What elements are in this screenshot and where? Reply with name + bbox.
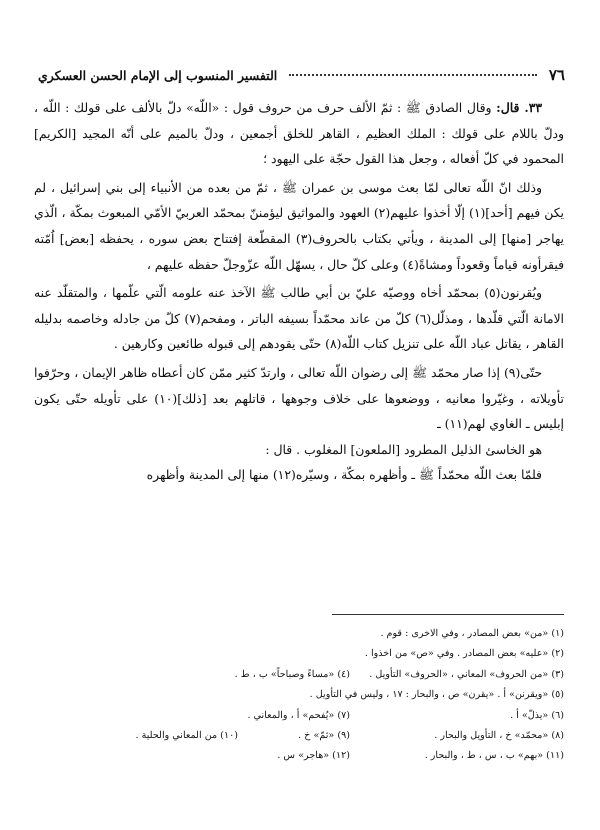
footnote: (١١) «بهم» ب ، س ، ط ، والبحار . xyxy=(424,750,564,762)
footnote: (١٢) «هاجر» س . xyxy=(277,750,350,762)
footnote: (٣) «من الحروف» المعاني ، «الحروف» التأويل . xyxy=(369,668,564,680)
footnote: (٢) «عليه» بعض المصادر . وفي «ص» من اخذوا . xyxy=(364,648,564,660)
footnote-line xyxy=(34,624,564,644)
footnote-line xyxy=(34,726,564,746)
footnote: (٩) «ثمّ» خ . xyxy=(298,730,350,742)
footnotes xyxy=(34,624,564,767)
running-header xyxy=(38,64,565,86)
footnote-line xyxy=(34,644,564,664)
paragraph xyxy=(34,95,564,172)
footnote: (٥) «ويقرنن» أ . «يقرن» ص ، والبحار : ١٧ ، وليس في التأويل . xyxy=(309,689,564,701)
main-text xyxy=(34,95,564,488)
page-number: ٧٦ xyxy=(548,66,565,84)
footnote: (١٠) من المعاني والحلية . xyxy=(135,730,238,742)
paragraph-number: ٣٣. قال: xyxy=(496,100,542,115)
paragraph: هو الخاسئ الذليل المطرود [الملعون] المغلوب . قال : xyxy=(265,441,542,457)
footnote: (٦) «يذلّ» أ . xyxy=(510,709,564,721)
paragraph: ويُقرنون(٥) بمحمّد أخاه ووصيّه عليّ بن أبي طالب ﷺ الآخذ عنه علومه الّتي علّمها ، والمتقلّد عنه الامانة الّتي قلّدها ، ومذلّل(٦) كلّ من عاند محمّداً بسيفه الباتر ، ومفحم(٧) كلّ من جادله وخاصمه بدليله القاهر ، يقاتل عباد اللّه على تنزيل كتاب اللّه(٨) حتّى يقودهم إلى قبوله طائعين وكارهين . xyxy=(34,285,564,352)
footnote-separator xyxy=(332,614,564,615)
footnote: (١) «من» بعض المصادر ، وفي الاخرى : قوم . xyxy=(380,628,564,639)
footnote-line xyxy=(34,685,564,705)
footnote-line xyxy=(34,746,564,766)
paragraph-text: وقال الصادق ﷺ : ثمّ الألف حرف من حروف قول : «اللّه» دلّ بالألف على قولك : اللّه ، ودلّ باللام على قولك : الملك العظيم ، القاهر للخلق أجمعين ، ودلّ بالميم على أنّه المجيد [الكريم] المحمود في كلّ أفعاله ، وجعل هذا القول حجّة على اليهود ؛ xyxy=(34,100,564,167)
header-title: التفسير المنسوب إلى الإمام الحسن العسكري xyxy=(38,67,278,83)
header-dotted-rule xyxy=(289,74,537,76)
footnote-line xyxy=(34,706,564,726)
paragraph: فلمّا بعث اللّه محمّداً ﷺ ـ وأظهره بمكّة ، وسيّره(١٢) منها إلى المدينة وأظهره xyxy=(146,467,542,483)
footnote: (٨) «محمّد» خ ، التأويل والبحار . xyxy=(434,730,564,742)
footnote: (٤) «مساءً وصباحاً» ب ، ط . xyxy=(234,668,350,680)
paragraph: حتّى(٩) إذا صار محمّد ﷺ إلى رضوان اللّه تعالى ، وارتدّ كثير ممّن كان أعطاه ظاهر الإيمان ، وحرّفوا تأويلاته ، وغيّروا معانيه ، ووضعوها على خلاف وجوهها ، قاتلهم بعد [ذلك](١٠) على تأويله حتّى يكون إبليس ـ الغاوي لهم(١١) ـ xyxy=(34,364,564,432)
footnote: (٧) «يُفحم» أ ، والمعاني . xyxy=(247,709,350,721)
footnote-line xyxy=(34,665,564,685)
paragraph: وذلك انّ اللّه تعالى لمّا بعث موسى بن عمران ﷺ ، ثمّ من بعده من الأنبياء إلى بني إسرائيل ، لم يكن فيهم [أحد](١) إلّا أخذوا عليهم(٢) العهود والمواثيق ليؤمننّ بمحمّد العربيّ الأمّي المبعوث بمكّة ، الّذي يهاجر [منها] إلى المدينة ، ويأتي بكتاب بالحروف(٣) المقطّعة إفتتاح بعض سوره ، يحفظه [بعض] اُمّته فيقرأونه قياماً وقعوداً ومشاةً(٤) وعلى كلّ حال ، يسهّل اللّه عزّوجلّ حفظه عليهم ، xyxy=(34,179,565,272)
